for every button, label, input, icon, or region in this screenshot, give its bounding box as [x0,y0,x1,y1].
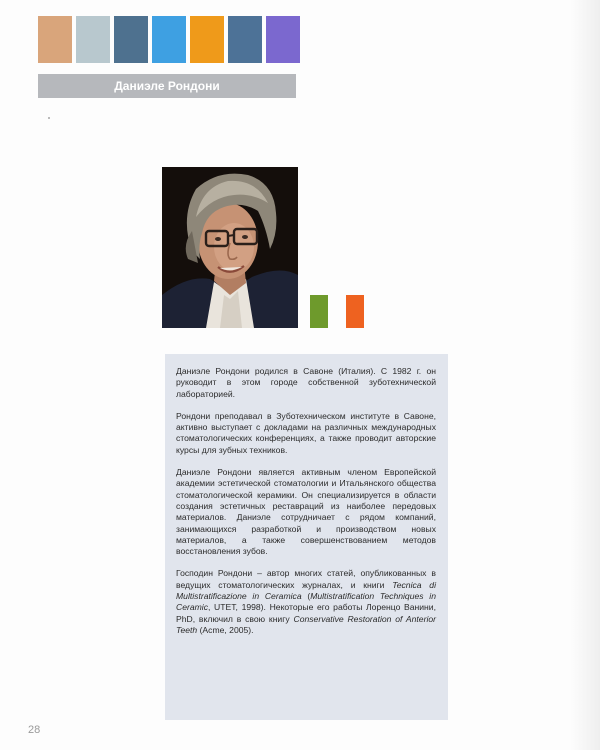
bio-text: ( [301,591,311,602]
color-swatch [114,16,148,63]
portrait-illustration [162,167,298,328]
book-title: Conservative Restoration of Anterior Teeth [176,613,437,635]
color-swatch [152,16,186,63]
color-swatch [266,16,300,63]
biography-panel [165,354,448,720]
author-portrait-photo [162,167,298,328]
page-edge-shadow [570,0,600,750]
color-swatch [38,16,72,63]
book-title: Tecnica di Multistratificazione in Ceramica [176,579,436,602]
accent-block-green [310,295,328,328]
author-name-heading: Даниэле Рондони [38,74,296,98]
bio-paragraph: Даниэле Рондони является активным членом Европейской академии эстетической стоматологии и Итальянского общества стоматологической керамики. Он специализируется в области создания эстетичных реставраций из наиболее передовых материалов. Даниэле сотрудничает с рядом компаний, занимающихся разработкой и производством новых материалов, а также совершенствованием методов восстановления зубов. [176,467,436,557]
page-number: 28 [28,724,41,736]
color-swatch [76,16,110,63]
book-title: Multistratification Techniques in Ceramic [176,591,436,613]
bio-text: , UTET, 1998). Некоторые его работы Лоренцо Ванини, PhD, включил в свою книгу [176,602,436,624]
bio-text: Господин Рондони – автор многих статей, опубликованных в ведущих стоматологических журналах, и книги [176,568,436,590]
bio-paragraph: Даниэле Рондони родился в Савоне (Италия). С 1982 г. он руководит в этом городе собственной зуботехнической лабораторией. [176,366,436,399]
accent-block-orange [346,295,364,328]
bio-paragraph: Рондони преподавал в Зуботехническом институте в Савоне, активно выступает с докладами на различных международных стоматологических конференциях, а также проводит авторские курсы для зубных техников. [176,410,436,455]
bio-text: (Acme, 2005). [197,624,254,635]
color-swatch [190,16,224,63]
color-swatch-row [38,16,300,63]
decorative-dot [48,117,50,119]
color-swatch [228,16,262,63]
bio-paragraph [176,568,436,636]
